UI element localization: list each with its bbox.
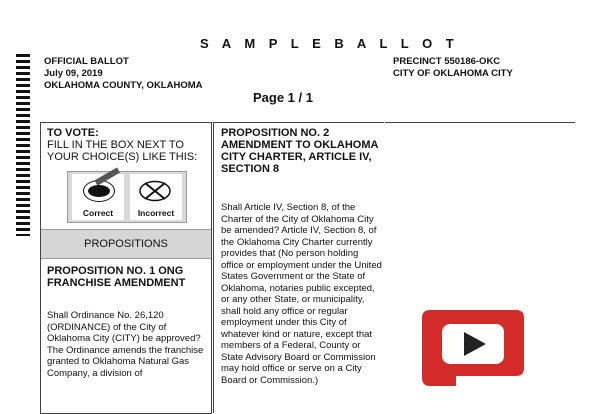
city-line: CITY OF OKLAHOMA CITY xyxy=(393,68,513,79)
instructions-text: FILL IN THE BOX NEXT TO YOUR CHOICE(S) LIKE THIS: xyxy=(47,139,198,163)
header-line: July 09, 2019 xyxy=(44,68,103,79)
instructions-heading: TO VOTE: xyxy=(47,127,99,139)
precinct-line: PRECINCT 550186-OKC xyxy=(393,56,501,67)
incorrect-example xyxy=(130,174,182,220)
proposition-1-title: PROPOSITION NO. 1 ONG FRANCHISE AMENDMENT xyxy=(47,265,186,289)
incorrect-label: Incorrect xyxy=(137,208,175,218)
proposition-2-title: PROPOSITION NO. 2 AMENDMENT TO OKLAHOMA CITY CHARTER, ARTICLE IV, SECTION 8 xyxy=(221,127,379,175)
ballot-column-1 xyxy=(40,122,212,414)
ballot-column-2 xyxy=(213,122,384,413)
proposition-2-text: Shall Article IV, Section 8, of the Charter of the City of Oklahoma City be amended? Article IV, Section 8, of the Oklahoma City Charter currently provides that (No person holding office or employment under the United States Government or the State of Oklahoma, notaries public excepted, or any other State, or municipality, shall hold any office or regular employment under this City of whatever kind or nature, except that members of a Federal, County or State Advisory Board or Commission may hold office or serve on a City Board or Commission.) xyxy=(221,202,382,386)
section-header: PROPOSITIONS xyxy=(41,229,211,259)
column-3-border xyxy=(385,122,575,123)
play-logo-icon[interactable] xyxy=(416,306,526,388)
correct-example xyxy=(72,174,124,220)
ballot-header-left xyxy=(44,56,203,92)
page-title: S A M P L E B A L L O T xyxy=(200,36,459,51)
marking-example xyxy=(67,171,187,223)
ballot-header-right xyxy=(393,56,513,80)
ballot-timing-marks xyxy=(16,54,30,236)
crossed-oval-icon xyxy=(138,180,172,202)
correct-label: Correct xyxy=(82,208,114,218)
header-line: OFFICIAL BALLOT xyxy=(44,56,129,67)
page-number: Page 1 / 1 xyxy=(253,90,313,105)
proposition-1-text: Shall Ordinance No. 26,120 (ORDINANCE) of the City of Oklahoma City (CITY) be approved? The Ordinance amends the franchise granted to Oklahoma Natural Gas Company, a division of xyxy=(47,310,204,379)
header-line: OKLAHOMA COUNTY, OKLAHOMA xyxy=(44,80,203,91)
